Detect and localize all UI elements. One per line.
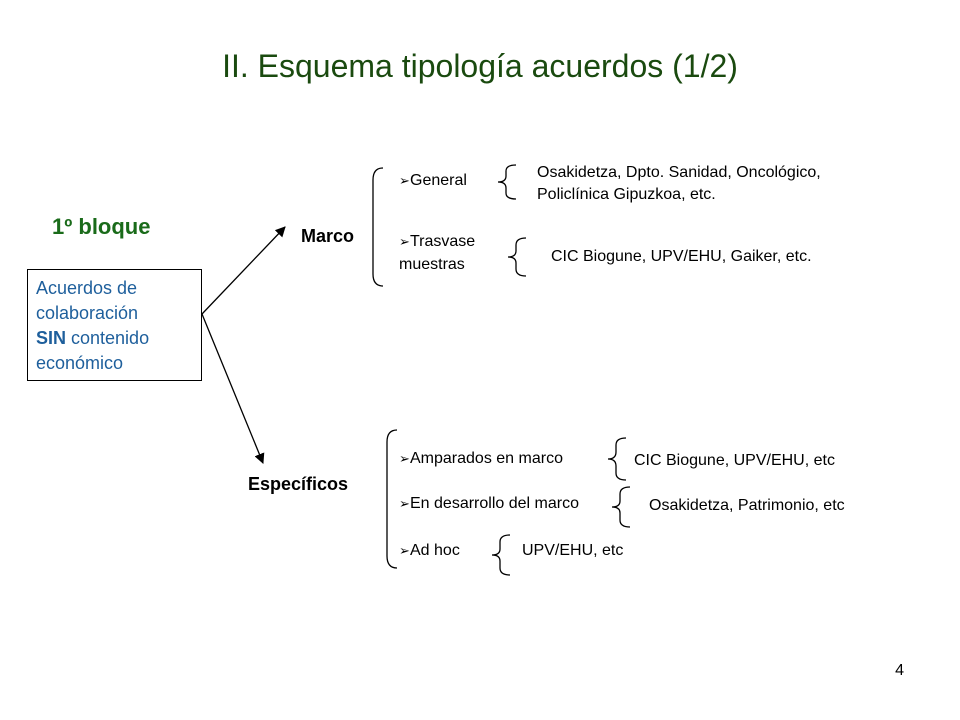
marco-item-general: [399, 171, 467, 191]
bullet-arrow-icon: ➢: [399, 173, 410, 188]
item-label: Amparados en marco: [410, 450, 563, 467]
marco-detail-trasvase: CIC Biogune, UPV/EHU, Gaiker, etc.: [551, 248, 812, 265]
brace-adhoc: [492, 535, 510, 575]
bullet-arrow-icon: ➢: [399, 543, 410, 558]
category-marco: Marco: [301, 226, 355, 246]
marco-detail-general: [537, 162, 821, 206]
arrow-to-marco: [202, 227, 285, 314]
item-label: Ad hoc: [410, 542, 460, 559]
brace-trasvase: [508, 238, 526, 276]
especificos-item-desarrollo: [399, 494, 579, 514]
block-label: 1º bloque: [52, 214, 151, 239]
agreement-keyword: SIN: [36, 328, 67, 348]
especificos-item-adhoc: [399, 541, 460, 561]
agreement-line-3: [36, 326, 193, 351]
arrow-to-especificos: [202, 314, 263, 463]
bullet-arrow-icon: ➢: [399, 496, 410, 511]
agreement-box: [27, 269, 202, 381]
especificos-brace: [387, 430, 397, 568]
agreement-line-3-rest: contenido: [66, 328, 150, 348]
detail-line-2: Policlínica Gipuzkoa, etc.: [537, 186, 716, 203]
agreement-line-1: Acuerdos de: [36, 278, 138, 298]
brace-general: [498, 165, 516, 199]
agreement-line-2: colaboración: [36, 303, 139, 323]
page-title: II. Esquema tipología acuerdos (1/2): [222, 48, 738, 84]
bullet-arrow-icon: ➢: [399, 451, 410, 466]
bullet-arrow-icon: ➢: [399, 234, 410, 249]
category-especificos: Específicos: [248, 474, 349, 494]
agreement-line-4: económico: [36, 353, 124, 373]
especificos-detail-amparados: CIC Biogune, UPV/EHU, etc: [634, 452, 835, 469]
brace-desarrollo: [612, 487, 630, 527]
brace-amparados: [608, 438, 626, 480]
especificos-item-amparados: [399, 449, 563, 469]
page-number: 4: [895, 662, 904, 679]
item-label: En desarrollo del marco: [410, 495, 579, 512]
marco-brace: [373, 168, 383, 286]
detail-line-1: Osakidetza, Dpto. Sanidad, Oncológico,: [537, 164, 821, 181]
especificos-detail-desarrollo: Osakidetza, Patrimonio, etc: [649, 497, 845, 514]
especificos-detail-adhoc: UPV/EHU, etc: [522, 542, 624, 559]
marco-item-trasvase-line-2: muestras: [399, 256, 465, 273]
marco-item-trasvase: [399, 232, 475, 252]
item-label-line-1: Trasvase: [410, 233, 476, 250]
item-label: General: [410, 172, 467, 189]
